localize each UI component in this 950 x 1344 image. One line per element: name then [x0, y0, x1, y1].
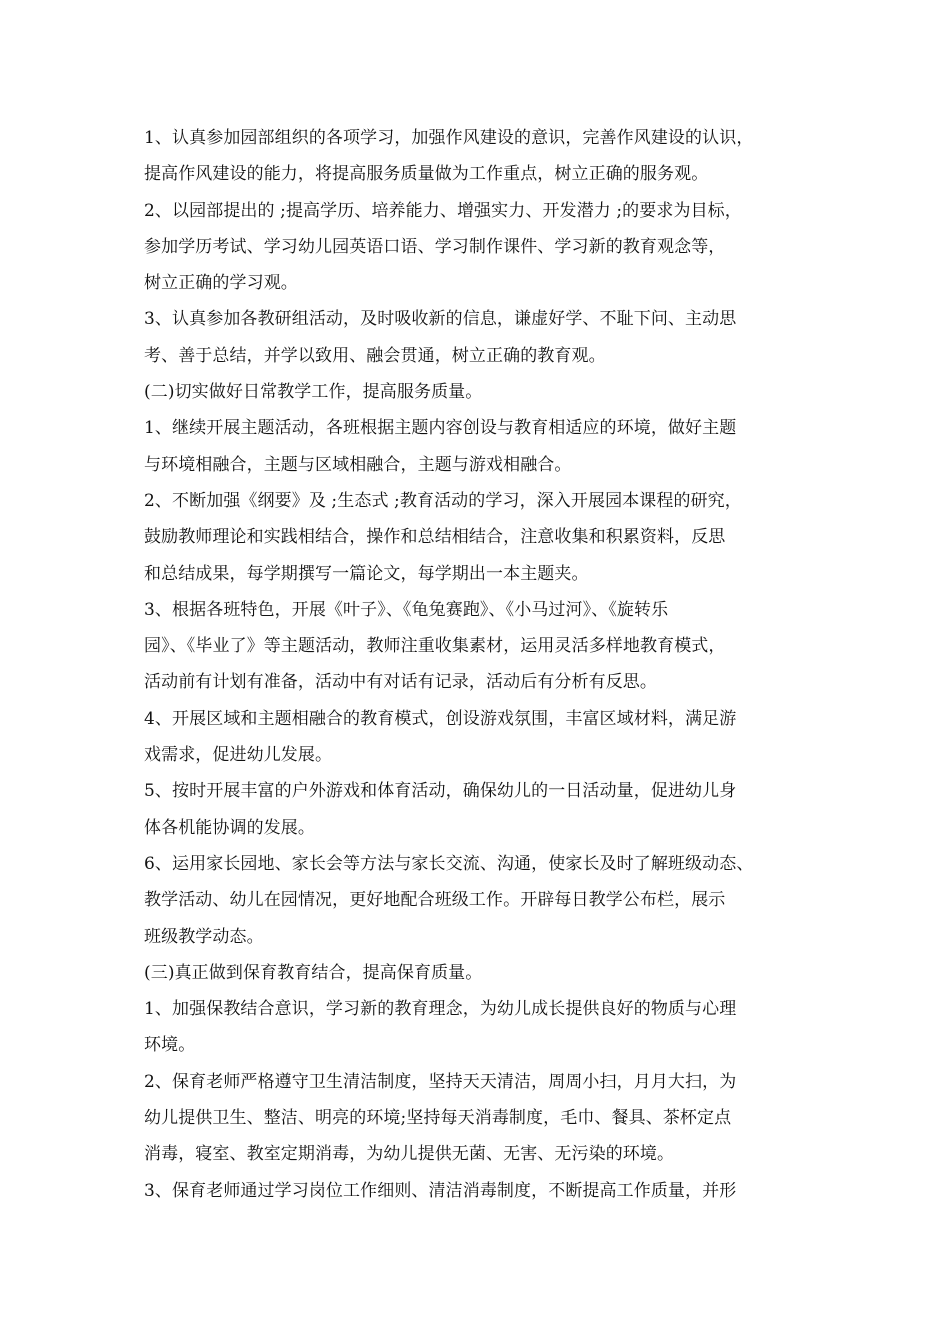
section-heading: (二)切实做好日常教学工作，提高服务质量。 [144, 382, 483, 403]
document-body [144, 120, 834, 1209]
text-line: 鼓励教师理论和实践相结合，操作和总结相结合，注意收集和积累资料，反思 [144, 527, 726, 548]
text-line: 与环境相融合，主题与区域相融合，主题与游戏相融合。 [144, 454, 572, 475]
text-line: 3、保育老师通过学习岗位工作细则、清洁消毒制度，不断提高工作质量，并形 [144, 1180, 737, 1201]
text-line: 环境。 [144, 1035, 196, 1056]
text-line: 4、开展区域和主题相融合的教育模式，创设游戏氛围，丰富区域材料，满足游 [144, 708, 737, 729]
text-line: 班级教学动态。 [144, 926, 264, 947]
text-line: 2、以园部提出的 ;提高学历、培养能力、增强实力、开发潜力 ;的要求为目标， [144, 200, 742, 221]
text-line: 提高作风建设的能力，将提高服务质量做为工作重点，树立正确的服务观。 [144, 164, 709, 185]
text-line: 戏需求，促进幼儿发展。 [144, 745, 333, 766]
text-line: 幼儿提供卫生、整洁、明亮的环境;坚持每天消毒制度，毛巾、餐具、茶杯定点 [144, 1108, 732, 1129]
text-line: 6、运用家长园地、家长会等方法与家长交流、沟通，使家长及时了解班级动态、 [144, 853, 754, 874]
text-line: 1、认真参加园部组织的各项学习，加强作风建设的意识，完善作风建设的认识， [144, 128, 754, 148]
text-line: 和总结成果，每学期撰写一篇论文，每学期出一本主题夹。 [144, 563, 589, 584]
text-line: 3、认真参加各教研组活动，及时吸收新的信息，谦虚好学、不耻下问、主动思 [144, 309, 737, 330]
text-line: 2、不断加强《纲要》及 ;生态式 ;教育活动的学习，深入开展园本课程的研究， [144, 490, 742, 511]
text-line: 体各机能协调的发展。 [144, 817, 315, 838]
text-line: 1、加强保教结合意识，学习新的教育理念，为幼儿成长提供良好的物质与心理 [144, 999, 737, 1020]
text-line: 2、保育老师严格遵守卫生清洁制度，坚持天天清洁，周周小扫，月月大扫，为 [144, 1071, 737, 1092]
text-line: 园》、《毕业了》等主题活动，教师注重收集素材，运用灵活多样地教育模式， [144, 636, 726, 657]
text-line: 3、根据各班特色，开展《叶子》、《龟兔赛跑》、《小马过河》、《旋转乐 [144, 599, 669, 620]
text-line: 考、善于总结，并学以致用、融会贯通，树立正确的教育观。 [144, 345, 606, 366]
text-line: 消毒，寝室、教室定期消毒，为幼儿提供无菌、无害、无污染的环境。 [144, 1144, 675, 1165]
text-line: 1、继续开展主题活动，各班根据主题内容创设与教育相适应的环境，做好主题 [144, 418, 737, 439]
text-line: 5、按时开展丰富的户外游戏和体育活动，确保幼儿的一日活动量，促进幼儿身 [144, 781, 737, 802]
text-line: 活动前有计划有准备，活动中有对话有记录，活动后有分析有反思。 [144, 672, 657, 693]
text-line: 树立正确的学习观。 [144, 273, 298, 294]
text-line: 教学活动、幼儿在园情况，更好地配合班级工作。开辟每日教学公布栏，展示 [144, 890, 726, 911]
text-line: 参加学历考试、学习幼儿园英语口语、学习制作课件、学习新的教育观念等， [144, 236, 726, 257]
section-heading: (三)真正做到保育教育结合，提高保育质量。 [144, 962, 483, 983]
